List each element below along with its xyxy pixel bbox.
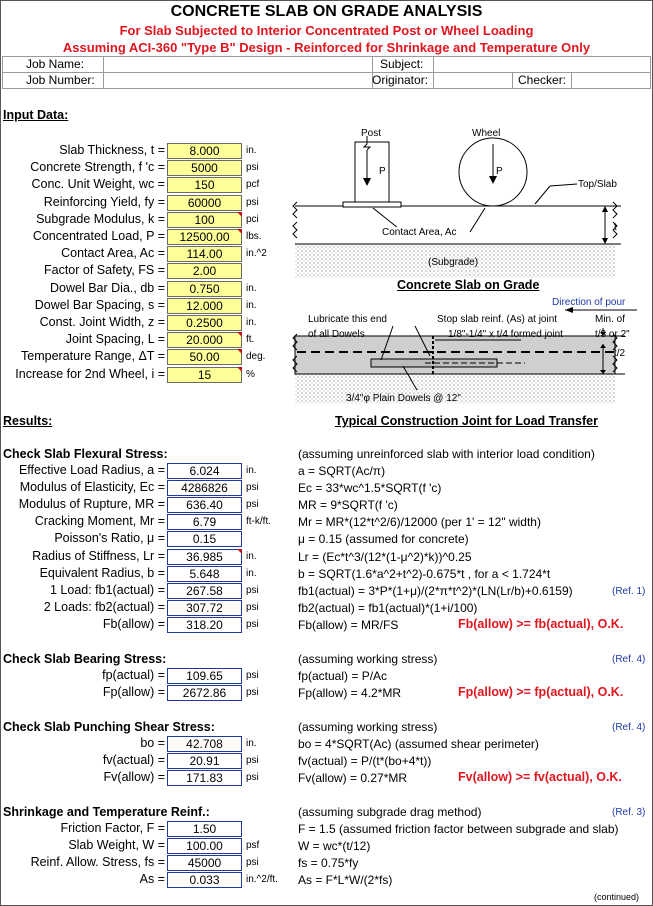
result-value: 45000 bbox=[167, 855, 242, 871]
result-formula: Ec = 33*wc^1.5*SQRT(f 'c) bbox=[298, 481, 442, 496]
result-label: Fp(allow) = bbox=[102, 685, 165, 699]
subtitle-loading: For Slab Subjected to Interior Concentrated Post or Wheel Loading bbox=[119, 23, 534, 38]
comment-marker-icon bbox=[237, 332, 242, 337]
result-value: 1.50 bbox=[167, 821, 242, 837]
input-value-field[interactable]: 20.000 bbox=[167, 332, 242, 348]
joint-diagram-caption: Typical Construction Joint for Load Transfer bbox=[335, 414, 598, 428]
min-label-2: t/3 or 2" bbox=[595, 329, 630, 340]
wheel-load-label: P bbox=[496, 166, 503, 177]
input-value-field[interactable]: 15 bbox=[167, 367, 242, 383]
input-unit: in. bbox=[246, 145, 257, 156]
input-label: Factor of Safety, FS = bbox=[44, 263, 165, 278]
input-label: Dowel Bar Dia., db = bbox=[50, 280, 165, 295]
result-label: fv(actual) = bbox=[102, 753, 165, 767]
bearing-heading: Check Slab Bearing Stress: bbox=[3, 652, 167, 666]
shrinkage-reference: (Ref. 3) bbox=[612, 807, 646, 818]
input-unit: psi bbox=[246, 162, 259, 174]
input-unit: ft. bbox=[246, 334, 255, 346]
bearing-note: (assuming working stress) bbox=[298, 652, 438, 666]
min-label-1: Min. of bbox=[595, 314, 626, 325]
result-unit: psf bbox=[246, 840, 260, 851]
input-value-field[interactable]: 2.00 bbox=[167, 263, 242, 279]
result-formula: b = SQRT(1.6*a^2+t^2)-0.675*t , for a < 1.724*t bbox=[298, 566, 551, 581]
results-heading: Results: bbox=[3, 414, 53, 428]
slab-diagram-caption: Concrete Slab on Grade bbox=[397, 278, 540, 292]
continued-note: (continued) bbox=[594, 892, 640, 902]
result-unit: psi bbox=[246, 601, 259, 613]
comment-marker-icon bbox=[237, 212, 242, 217]
result-label: Radius of Stiffness, Lr = bbox=[32, 548, 165, 563]
result-formula: MR = 9*SQRT(f 'c) bbox=[298, 498, 398, 513]
result-value: 307.72 bbox=[167, 600, 242, 616]
direction-of-pour-label: Direction of pour bbox=[552, 297, 626, 308]
originator-field[interactable] bbox=[433, 72, 513, 89]
result-formula: fb1(actual) = 3*P*(1+μ)/(2*π*t^2)*(LN(Lr/b)+0.6159) bbox=[298, 583, 573, 598]
result-label: Modulus of Elasticity, Ec = bbox=[19, 480, 165, 495]
result-formula: a = SQRT(Ac/π) bbox=[298, 464, 386, 478]
result-unit: in.^2/ft. bbox=[246, 874, 278, 885]
result-label: Reinf. Allow. Stress, fs = bbox=[30, 855, 165, 869]
result-formula: Mr = MR*(12*t^2/6)/12000 (per 1' = 12" width) bbox=[298, 515, 541, 530]
input-value-field[interactable]: 60000 bbox=[167, 195, 242, 211]
result-reference: (Ref. 1) bbox=[612, 585, 646, 597]
comment-marker-icon bbox=[237, 367, 242, 372]
result-label: fp(actual) = bbox=[102, 668, 165, 682]
result-formula: Fv(allow) = 0.27*MR bbox=[298, 771, 408, 785]
flexural-ok-status: Fb(allow) >= fb(actual), O.K. bbox=[458, 616, 624, 631]
result-unit: psi bbox=[246, 499, 259, 511]
punching-heading: Check Slab Punching Shear Stress: bbox=[3, 720, 215, 734]
result-unit: psi bbox=[246, 772, 259, 783]
originator-label: Originator: bbox=[372, 73, 429, 87]
result-label: As = bbox=[139, 872, 165, 886]
result-label: bo = bbox=[140, 736, 165, 750]
input-value-field[interactable]: 50.00 bbox=[167, 349, 242, 365]
result-value: 636.40 bbox=[167, 497, 242, 513]
subtitle-design: Assuming ACI-360 "Type B" Design - Reinforced for Shrinkage and Temperature Only bbox=[62, 40, 591, 55]
input-label: Const. Joint Width, z = bbox=[39, 315, 165, 329]
result-label: 2 Loads: fb2(actual) = bbox=[43, 599, 165, 614]
post-label: Post bbox=[361, 128, 382, 139]
job-name-label: Job Name: bbox=[26, 57, 85, 71]
input-label: Subgrade Modulus, k = bbox=[36, 211, 165, 226]
input-unit: lbs. bbox=[246, 231, 262, 242]
input-label: Reinforcing Yield, fy = bbox=[43, 194, 165, 209]
stop-reinf-label: Stop slab reinf. (As) at joint bbox=[437, 314, 558, 325]
result-formula: As = F*L*W/(2*fs) bbox=[298, 873, 393, 887]
result-value: 42.708 bbox=[167, 736, 242, 752]
input-label: Joint Spacing, L = bbox=[65, 332, 165, 347]
post-load-label: P bbox=[379, 166, 386, 177]
input-label: Concrete Strength, f 'c = bbox=[30, 160, 165, 175]
subject-label: Subject: bbox=[380, 57, 424, 71]
comment-marker-icon bbox=[237, 549, 242, 554]
checker-field[interactable] bbox=[571, 72, 651, 89]
result-formula: W = wc*(t/12) bbox=[298, 839, 371, 853]
input-value-field[interactable]: 150 bbox=[167, 177, 242, 193]
checker-label: Checker: bbox=[518, 73, 567, 87]
input-label: Concentrated Load, P = bbox=[32, 229, 165, 243]
flexural-heading: Check Slab Flexural Stress: bbox=[3, 447, 168, 461]
result-value: 6.79 bbox=[167, 514, 242, 530]
input-value-field[interactable]: 100 bbox=[167, 212, 242, 228]
input-unit: in. bbox=[246, 282, 257, 294]
result-value: 109.65 bbox=[167, 668, 242, 684]
result-value: 318.20 bbox=[167, 617, 242, 633]
input-value-field[interactable]: 0.2500 bbox=[167, 315, 242, 331]
result-label: Poisson's Ratio, μ = bbox=[54, 531, 165, 546]
result-formula: μ = 0.15 (assumed for concrete) bbox=[298, 532, 469, 547]
result-formula: fp(actual) = P/Ac bbox=[298, 669, 388, 683]
result-formula: fb2(actual) = fb1(actual)*(1+i/100) bbox=[298, 600, 478, 615]
input-value-field[interactable]: 12500.00 bbox=[167, 229, 242, 245]
flexural-note: (assuming unreinforced slab with interior load condition) bbox=[298, 447, 595, 461]
dowels-label: 3/4"φ Plain Dowels @ 12" bbox=[346, 393, 461, 404]
result-formula: Fb(allow) = MR/FS bbox=[298, 617, 399, 632]
result-unit: in. bbox=[246, 567, 257, 579]
bearing-ok-status: Fp(allow) >= fp(actual), O.K. bbox=[458, 685, 624, 699]
result-unit: in. bbox=[246, 550, 257, 562]
comment-marker-icon bbox=[237, 349, 242, 354]
result-unit: in. bbox=[246, 465, 257, 476]
punching-ok-status: Fv(allow) >= fv(actual), O.K. bbox=[458, 770, 622, 784]
result-formula: Fp(allow) = 4.2*MR bbox=[298, 686, 402, 700]
result-unit: in. bbox=[246, 738, 257, 749]
result-value: 0.033 bbox=[167, 872, 242, 888]
result-label: Friction Factor, F = bbox=[60, 821, 165, 835]
result-unit: psi bbox=[246, 670, 259, 681]
input-unit: psi bbox=[246, 196, 259, 208]
input-label: Dowel Bar Spacing, s = bbox=[34, 297, 165, 312]
input-label: Contact Area, Ac = bbox=[61, 246, 165, 261]
punching-note: (assuming working stress) bbox=[298, 720, 438, 734]
result-label: Effective Load Radius, a = bbox=[18, 463, 165, 477]
result-unit: psi bbox=[246, 857, 259, 868]
comment-marker-icon bbox=[237, 229, 242, 234]
result-value: 100.00 bbox=[167, 838, 242, 854]
input-label: Temperature Range, ΔT = bbox=[21, 349, 165, 364]
input-value-field[interactable]: 12.000 bbox=[167, 298, 242, 314]
page-title: CONCRETE SLAB ON GRADE ANALYSIS bbox=[170, 3, 483, 20]
job-name-field[interactable] bbox=[103, 56, 373, 73]
input-heading: Input Data: bbox=[3, 108, 69, 122]
result-value: 4286826 bbox=[167, 480, 242, 496]
result-unit: psi bbox=[246, 687, 259, 698]
bearing-reference: (Ref. 4) bbox=[612, 654, 646, 665]
result-formula: fs = 0.75*fy bbox=[298, 856, 359, 870]
result-label: Slab Weight, W = bbox=[68, 838, 165, 852]
input-label: Increase for 2nd Wheel, i = bbox=[15, 366, 165, 381]
result-formula: Lr = (Ec*t^3/(12*(1-μ^2)*k))^0.25 bbox=[298, 549, 472, 564]
input-label: Slab Thickness, t = bbox=[59, 143, 165, 157]
input-value-field[interactable]: 8.000 bbox=[167, 143, 242, 159]
result-unit: psi bbox=[246, 584, 259, 596]
input-value-field[interactable]: 5000 bbox=[167, 160, 242, 176]
subject-field[interactable] bbox=[433, 56, 651, 73]
thickness-label: t bbox=[614, 222, 617, 233]
result-unit: psi bbox=[246, 482, 259, 494]
result-formula: fv(actual) = P/(t*(bo+4*t)) bbox=[298, 754, 432, 768]
shrinkage-note: (assuming subgrade drag method) bbox=[298, 805, 482, 819]
result-label: 1 Load: fb1(actual) = bbox=[49, 582, 165, 597]
result-value: 36.985 bbox=[167, 549, 242, 565]
result-formula: bo = 4*SQRT(Ac) (assumed shear perimeter) bbox=[298, 737, 539, 751]
result-value: 0.15 bbox=[167, 531, 242, 547]
punching-reference: (Ref. 4) bbox=[612, 722, 646, 733]
input-unit: in. bbox=[246, 317, 257, 328]
result-value: 20.91 bbox=[167, 753, 242, 769]
result-unit: ft-k/ft. bbox=[246, 516, 271, 528]
input-unit: in. bbox=[246, 299, 257, 311]
subgrade-label: (Subgrade) bbox=[428, 257, 479, 268]
job-number-field[interactable] bbox=[103, 72, 373, 89]
input-value-field[interactable]: 0.750 bbox=[167, 281, 242, 297]
result-label: Fv(allow) = bbox=[103, 770, 165, 784]
result-label: Cracking Moment, Mr = bbox=[34, 514, 165, 529]
shrinkage-heading: Shrinkage and Temperature Reinf.: bbox=[3, 805, 210, 819]
formed-joint-label: 1/8"-1/4" x t/4 formed joint bbox=[448, 329, 563, 340]
result-label: Equivalent Radius, b = bbox=[39, 565, 165, 580]
result-value: 267.58 bbox=[167, 583, 242, 599]
top-slab-label: Top/Slab bbox=[578, 179, 617, 190]
input-unit: deg. bbox=[246, 351, 266, 363]
lubricate-label-2: of all Dowels bbox=[308, 329, 365, 340]
result-value: 5.648 bbox=[167, 566, 242, 582]
lubricate-label-1: Lubricate this end bbox=[308, 314, 387, 325]
result-unit: psi bbox=[246, 755, 259, 766]
result-label: Modulus of Rupture, MR = bbox=[18, 497, 165, 512]
result-value: 171.83 bbox=[167, 770, 242, 786]
result-value: 2672.86 bbox=[167, 685, 242, 701]
half-thickness-label: t/2 bbox=[614, 348, 626, 359]
input-unit: % bbox=[246, 368, 255, 380]
input-unit: pcf bbox=[246, 179, 260, 191]
input-unit: pci bbox=[246, 213, 259, 225]
input-unit: in.^2 bbox=[246, 248, 267, 260]
result-value: 6.024 bbox=[167, 463, 242, 479]
result-label: Fb(allow) = bbox=[102, 616, 165, 631]
input-label: Conc. Unit Weight, wc = bbox=[31, 177, 165, 192]
contact-area-label: Contact Area, Ac bbox=[382, 227, 457, 238]
job-number-label: Job Number: bbox=[26, 73, 95, 87]
result-unit: psi bbox=[246, 618, 259, 630]
wheel-label: Wheel bbox=[472, 128, 501, 139]
input-value-field[interactable]: 114.00 bbox=[167, 246, 242, 262]
result-formula: F = 1.5 (assumed friction factor between subgrade and slab) bbox=[298, 822, 619, 836]
